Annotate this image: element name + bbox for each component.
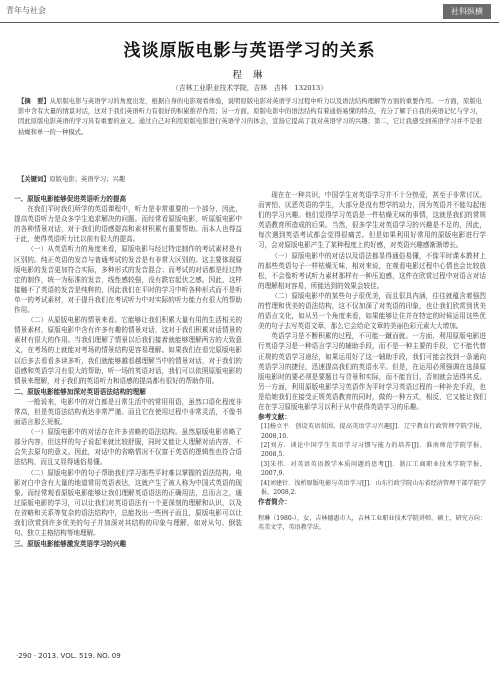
- article-title: 浅谈原版电影与英语学习的关系: [123, 41, 376, 61]
- paragraph: 在我们平时我们所学的英语课程中，听力是非常重要的一个部分，因此，提高英语听力是众多学生追求解决的问题。而经常看原版电影，听原版电影中的各种情景对话，对于我们的语感提高和素材积累有重要帮助。而本人也得益于此，使得英语听力比以前有很大的提高。: [14, 205, 242, 244]
- section-heading: 一、原版电影能够促进英语听力的提高: [14, 195, 127, 203]
- reference-item: [1]杨立平．创设英语氛围，提高英语学习兴趣[J]．辽宁教育行政管理学院学报，2008,10．: [261, 423, 486, 440]
- reference-item: [3]朱伟．对英语英语教学本质问题的思考[J]．浙江工商职业技术学院学报，2007,9．: [261, 460, 486, 478]
- paragraph: （二）原版电影中的某些句子很优美，而且很具内涵，往往就蕴含着强烈的哲理和优美的语法结构，这不仅加深了对英语的印象，也让我们欣赏到优美的语言文化，如从另一个角度来看，如果能够让住并在特定的时候运用这些优美的句子去写英语文章，那么它会给论文章的美丽色彩元素大大增加。: [258, 291, 486, 331]
- author-note: 程琳（1980-），女，吉林德惠市人，吉林工业职业技术学院讲师，硕士，研究方向：英美文学，英语教学法。: [258, 514, 486, 531]
- author-note-label: 作者简介：: [258, 498, 291, 507]
- section-heading: 三、原版电影能够激发英语学习的兴趣: [14, 540, 127, 549]
- keywords: [18, 174, 482, 183]
- author-affiliation: （吉林工业职业技术学院，吉林 吉林 132013）: [171, 84, 328, 92]
- keywords-text: 原版电影；英语学习；兴趣: [49, 176, 126, 183]
- abstract-text: 从原版电影与英语学习的角度出发，根据自身的电影观看体验，说明原版电影对英语学习过程中听力以及语法结构理解等方面的重要作用。一方面，原版电影中含有大量的情景对话，这对于我们英语听力有很好的积累推荐作用；另一方面，原版电影中的语法结构有着通俗易懂的特点，充分了解于自我的英语记忆与学习，因此原版电影英语的学习具有重要的意义。通过自己对利用原版电影进行英语学习的体会，宣扬它提高了我对英语学习的兴趣；第二，它让我感受到英语学习并不是很枯燥和单一的一种模式。: [18, 98, 483, 136]
- abstract: [18, 97, 482, 138]
- paragraph: （一）从英语听力的角度来看，原版电影与经过特定制作的考试素材是有区别的。纯正英语的发音与普通考试的发音是有非常大区别的。这主要体现原版电影的发音更加符合实际，多种形式的发音混合；而考试的对话都是经过特定的制作，统一为标准的发音，线性感较强，没有跌宕起伏之感。因此，这样接触不了英语的发音是纯粹的，因此我们在平时的学习中听各种形式而不是听单一的考试素材，对于提升我们在考试听力中对实际的听力能力有很大的帮助作用。: [14, 245, 242, 315]
- paragraph: （一）原版电影中的对话存在许多省略的语法结构。虽然原版电影省略了部分内容，但这样的句子说起来就比较舒服，同时又能让人理解对话内容，不会失去原句的意义。因此，对话中的省略情况不仅富于英语的逻辑性也符合语法结构，而且又显得通俗易懂。: [14, 428, 242, 467]
- keywords-label: 【关键词】: [18, 176, 50, 183]
- paragraph: （二）从原版电影的情景来看。它能够让我们积累大量有用的生活相关的情景素材，原版电影中含有许多有趣的情景对话，这对于我们积累对话情景的素材有很大的作用。当我们理解了情景以后我们接着就能够理解两方的大致意义，在考场的上就能对考场的情景结构更容易理解。如果我们在看完原版电影以后多去看看多读多听，我们就能够越看越理解当中的情景对话，对于我们的语感和英语学习有很大的帮助，听一场的英语对话，我们可以依照原版电影的情景来理解，对于我们的英语听力和语感的提高都有很好的帮助作用。: [14, 316, 242, 385]
- reference-item: [4]刘建针．浅析原版电影与英语学习[J]．山东行政学院山东省经济管理干部学院学报，2008,2．: [261, 479, 486, 496]
- abstract-label: 【摘 要】: [18, 98, 50, 105]
- references-heading: 参考文献：: [258, 413, 291, 422]
- reference-item: [2]刘方．谈论中国学生英语学习习惯与能力的培养[J]．淮南师范学院学报，2008,5．: [261, 441, 486, 459]
- section-heading: 二、原版电影能够加深对英语语法结构的理解: [14, 387, 146, 396]
- section-badge: 社科纵横: [443, 4, 491, 19]
- left-column: [14, 193, 242, 549]
- footer-page-info: ·290 · 2013. VOL. 519. NO. 09: [16, 652, 121, 660]
- paragraph: 现在在一种共识，中国学生对英语学习并不十分热爱，甚至于非常讨厌。而害怕、厌恶英语的学生，大部分是没有想学的动力，因为英语并不能勾起他们的学习兴趣。他们觉得学习英语是一件枯燥无味的事情，这就是我们的常规英语教育所造成的后果。当然，很多学生对英语学习的兴趣是不足的，因此，每次遇到英语考试都会觉得很痛苦。但是如果利用好常用的原版电影进行学习，会对原版电影产生了某种程度上的好感，对英语兴趣感渐渐增长。: [258, 191, 486, 250]
- right-column: [258, 190, 486, 532]
- page-header: [0, 0, 499, 23]
- paragraph: （二）原版电影中的句子帮助我们学习那些平时难以掌握的语法结构。电影对白中含有大量的地道常用英语表达，这就产生了被人称为中国式英语的现象。而经常观看原版电影能够让我们理解英语语法的正确用法，总而言之，通过原版电影的学习，可以让我们对英语语法有一个更深刻的理解和认识，以及在省略和关系等复杂的语法结构中，总能找出一些例子而且，原版电影可以让我们欣赏到许多优美的句子并加深对其结构的印象与理解，如对从句、倒装句、独立主格结构等地理解。: [14, 468, 242, 538]
- article-author: 程 琳: [232, 70, 267, 81]
- page-footer: [0, 652, 499, 666]
- paragraph: 一般说来，电影中的对白都是日常生活中的常用用语，虽然口语化程度非常高，但是英语法结构表达非常严谨。而且它在使用过程中非常灵活，不像书面语言那么死板。: [14, 397, 242, 427]
- journal-name: 青年与社会: [6, 6, 46, 15]
- paragraph: （一）原版电影中的对话以及语法都显得通俗易懂，不像平时课本教材上的那些英语句子一样枯燥无味，相对来说，在观看电影过程中心情也会比较放松，不会像听考试听力素材那样有一种压迫感，这件在欣赏过程中对语言对话的理解相对容易，所能达到的效果会较佳。: [258, 251, 486, 290]
- paragraph: 英语学习是不断积累的过程，不可能一蹴而就。一方面，利用原版电影进行英语学习是一种语言学习的辅助手段，而不是一种主要的手段，它不能代替正规的英语学习途径，如果运用好了这一辅助手段，我们可能会找到一条通向英语学习的捷径，迅速提高我们的英语水平。但是，在运用必须强调在选择原版电影时的要必须是要题目与背景和实际，而不能盲目，否则就会适得其反。另一方面，利用原版电影学习英语作为平时学习英语过程的一种补充手段，也是给她我们在接受正规英语教育的同时，做的一种方式，相反，它又能让我们在在学习原版电影学习以利于从中获得英语学习的乐趣。: [258, 332, 486, 411]
